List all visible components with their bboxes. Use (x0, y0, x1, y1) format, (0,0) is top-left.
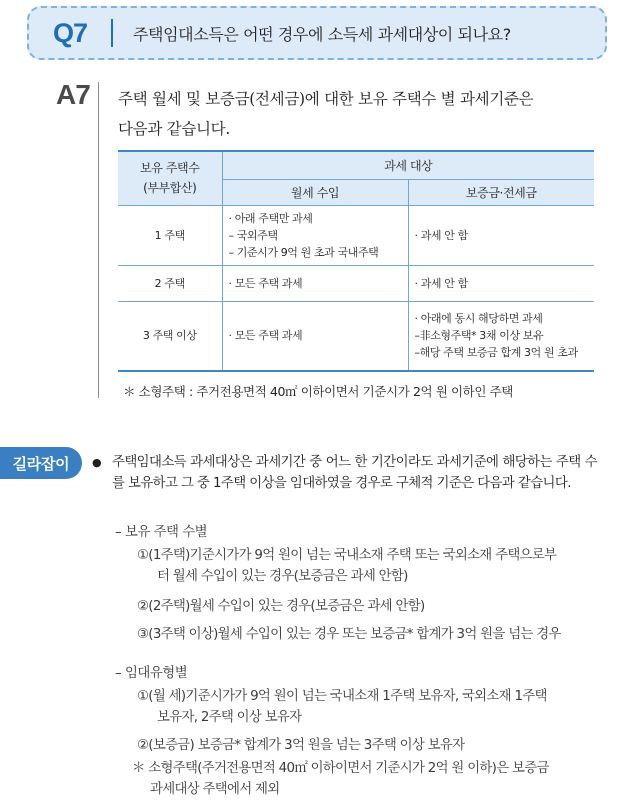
cell-monthly: · 아래 주택만 과세 – 국외주택 – 기준시가 9억 원 초과 국내주택 (222, 205, 408, 265)
answer-text-line: 다음과 같습니다. (118, 120, 230, 138)
cell-owned: 2 주택 (118, 265, 222, 301)
guide-list-item: ③(3주택 이상)월세 수입이 있는 경우 또는 보증금* 합계가 3억 원을 넘는 경우 (137, 627, 561, 642)
cell-owned: 1 주택 (118, 205, 222, 265)
guide-section-heading: – 임대유형별 (115, 666, 188, 681)
tax-criteria-table (118, 150, 594, 372)
table-footnote: ＊ 소형주택 : 주거전용면적 40㎡ 이하이면서 기준시가 2억 원 이하인 주택 (123, 384, 513, 399)
guide-tab: 길라잡이 (0, 447, 82, 479)
cell-monthly: · 모든 주택 과세 (222, 265, 408, 301)
header-owned-houses: 보유 주택수 (부부합산) (118, 151, 222, 205)
cell-monthly: · 모든 주택 과세 (222, 301, 408, 371)
header-monthly-rent: 월세 수입 (222, 179, 408, 205)
answer-text-line: 주택 월세 및 보증금(전세금)에 대한 보유 주택수 별 과세기준은 (118, 90, 534, 108)
header-tax-target: 과세 대상 (222, 151, 594, 179)
question-text: 주택임대소득은 어떤 경우에 소득세 과세대상이 되나요? (133, 24, 511, 44)
cell-deposit: · 아래에 동시 해당하면 과세 –非소형주택* 3채 이상 보유 –해당 주택 보증금 합계 3억 원 초과 (408, 301, 594, 371)
header-deposit: 보증금·전세금 (408, 179, 594, 205)
table-row (118, 205, 594, 265)
table-row (118, 265, 594, 301)
answer-text (118, 84, 598, 144)
question-number: Q7 (52, 17, 88, 48)
guide-list-item: ①(1주택)기준시가가 9억 원이 넘는 국내소재 주택 또는 국외소재 주택으로부 터 월세 수입이 있는 경우(보증금은 과세 안함) (137, 548, 557, 584)
cell-deposit: · 과세 안 함 (408, 205, 594, 265)
guide-list-item: ②(보증금) 보증금* 합계가 3억 원을 넘는 3주택 이상 보유자 (137, 738, 465, 753)
guide-list-item: ①(월 세)기준시가가 9억 원이 넘는 국내소재 1주택 보유자, 국외소재 1주택 보유자, 2주택 이상 보유자 (137, 689, 547, 725)
guide-main-paragraph (92, 452, 597, 494)
table-row (118, 301, 594, 371)
answer-number: A7 (56, 79, 90, 110)
guide-footnote: ＊ 소형주택(주거전용면적 40㎡ 이하이면서 기준시가 2억 원 이하)은 보증금 과세대상 주택에서 제외 (132, 761, 549, 797)
cell-deposit: · 과세 안 함 (408, 265, 594, 301)
guide-section-heading: – 보유 주택 수별 (115, 525, 208, 540)
question-banner (27, 6, 607, 60)
answer-divider (98, 82, 99, 398)
bullet-icon: ● (92, 456, 101, 469)
guide-main-text: 주택임대소득 과세대상은 과세기간 중 어느 한 기간이라도 과세기준에 해당하는 주택 수를 보유하고 그 중 1주택 이상을 임대하였을 경우로 구체적 기준은 다음과 같습니다. (112, 455, 597, 491)
guide-list-item: ②(2주택)월세 수입이 있는 경우(보증금은 과세 안함) (137, 599, 425, 614)
cell-owned: 3 주택 이상 (118, 301, 222, 371)
